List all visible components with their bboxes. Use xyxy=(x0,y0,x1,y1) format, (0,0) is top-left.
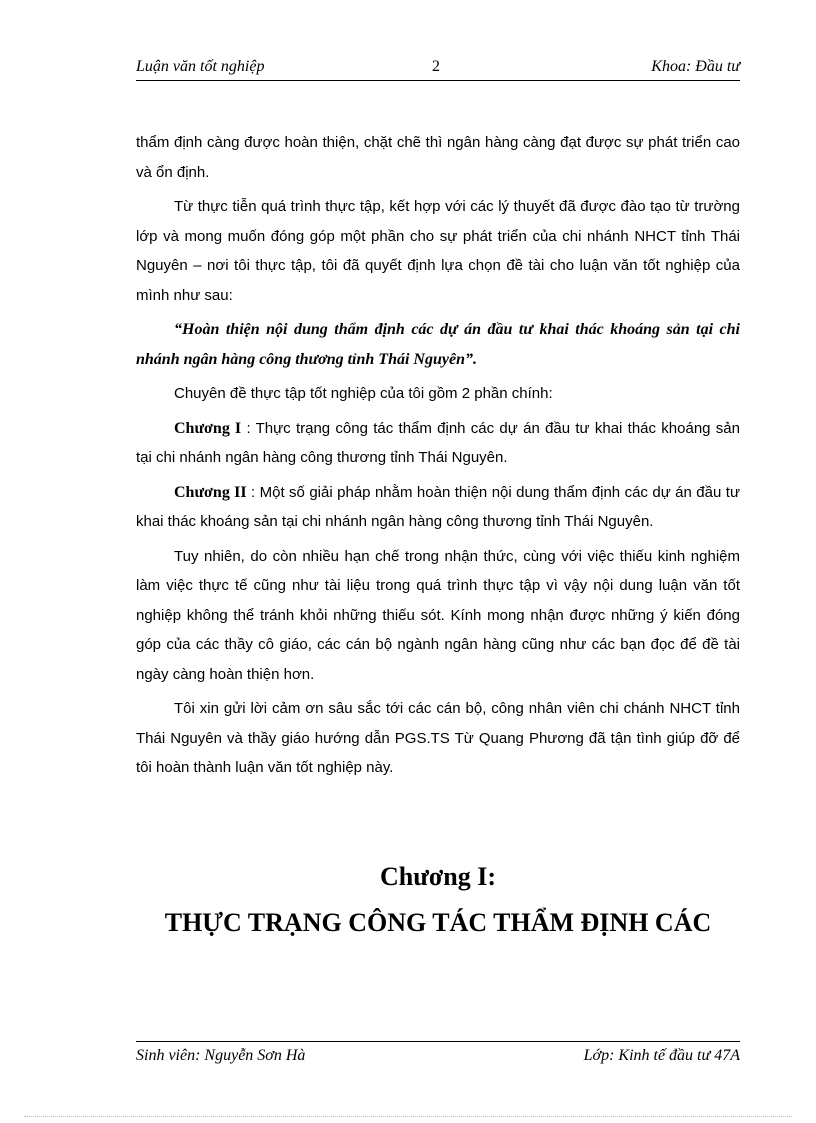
document-body xyxy=(136,128,740,788)
paragraph-acknowledgement: Tôi xin gửi lời cảm ơn sâu sắc tới các cán bộ, công nhân viên chi chánh NHCT tỉnh Thái Nguyên và thầy giáo hướng dẫn PGS.TS Từ Quang Phương đã tận tình giúp đỡ để tôi hoàn thành luận văn tốt nghiệp này. xyxy=(136,700,740,776)
paragraph-chapter-2 xyxy=(136,478,740,537)
chapter-subheading: THỰC TRẠNG CÔNG TÁC THẨM ĐỊNH CÁC xyxy=(164,908,712,937)
chapter-2-description: : Một số giải pháp nhằm hoàn thiện nội dung thẩm định các dự án đầu tư khai thác khoáng sản tại chi nhánh ngân hàng công thương tỉnh Thái Nguyên. xyxy=(136,483,740,530)
paragraph-continuation: thẩm định càng được hoàn thiện, chặt chẽ thì ngân hàng càng đạt được sự phát triển cao và ổn định. xyxy=(136,134,740,181)
thesis-topic-quote: “Hoàn thiện nội dung thẩm định các dự án đầu tư khai thác khoáng sản tại chi nhánh ngân hàng công thương tỉnh Thái Nguyên”. xyxy=(136,321,740,368)
chapter-heading: Chương I: xyxy=(380,862,496,891)
header-thesis-label: Luận văn tốt nghiệp xyxy=(136,58,265,75)
paragraph-chapter-1 xyxy=(136,414,740,473)
paragraph-limitations: Tuy nhiên, do còn nhiều hạn chế trong nhận thức, cùng với việc thiếu kinh nghiệm làm việc thực tế cũng như tài liệu trong quá trình thực tập vì vậy nội dung luận văn tốt nghiệp không thể tránh khỏi những thiếu sót. Kính mong nhận được những ý kiến đóng góp của các thầy cô giáo, các cán bộ ngành ngân hàng cũng như các bạn đọc để đề tài ngày càng hoàn thiện hơn. xyxy=(136,547,740,683)
page-header xyxy=(136,56,740,81)
chapter-2-label: Chương II xyxy=(174,483,247,501)
paragraph-structure: Chuyên đề thực tập tốt nghiệp của tôi gồm 2 phần chính: xyxy=(174,385,553,402)
page-bottom-edge xyxy=(24,1116,792,1117)
footer-student-name: Sinh viên: Nguyễn Sơn Hà xyxy=(136,1047,306,1064)
page-footer xyxy=(136,1041,740,1068)
paragraph-topic-intro: Từ thực tiễn quá trình thực tập, kết hợp với các lý thuyết đã được đào tạo từ trường lớp và mong muốn đóng góp một phần cho sự phát triển của chi nhánh NHCT tỉnh Thái Nguyên – nơi tôi thực tập, tôi đã quyết định lựa chọn đề tài cho luận văn tốt nghiệp của mình như sau: xyxy=(136,198,740,304)
chapter-1-label: Chương I xyxy=(174,419,242,437)
header-faculty-label: Khoa: Đầu tư xyxy=(651,58,740,75)
chapter-1-description: : Thực trạng công tác thẩm định các dự án đầu tư khai thác khoáng sản tại chi nhánh ngân hàng công thương tỉnh Thái Nguyên. xyxy=(136,419,740,466)
header-page-number: 2 xyxy=(432,58,440,75)
footer-class-name: Lớp: Kinh tế đầu tư 47A xyxy=(583,1047,740,1064)
